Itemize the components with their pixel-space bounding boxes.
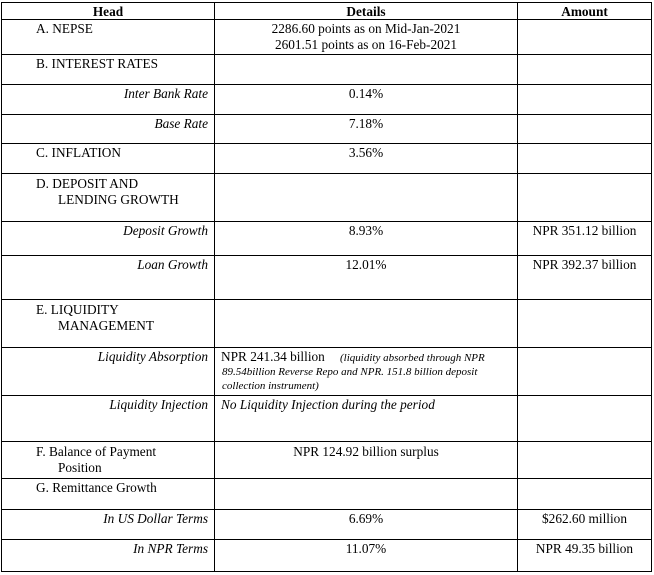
liquidity-absorption-value: NPR 241.34 billion bbox=[221, 349, 325, 364]
bop-label-2: Position bbox=[58, 460, 102, 475]
inflation-value: 3.56% bbox=[348, 145, 384, 160]
remittance-npr-amount: NPR 49.35 billion bbox=[535, 541, 634, 556]
liquidity-absorption-label: Liquidity Absorption bbox=[97, 349, 208, 364]
remittance-npr-value: 11.07% bbox=[345, 541, 387, 556]
header-head: Head bbox=[92, 4, 124, 19]
interbank-rate-value: 0.14% bbox=[348, 86, 384, 101]
loan-growth-label: Loan Growth bbox=[137, 257, 208, 272]
nepse-label: A. NEPSE bbox=[36, 21, 93, 36]
deposit-lending-label-2: LENDING GROWTH bbox=[58, 192, 179, 207]
remittance-usd-amount: $262.60 million bbox=[542, 511, 627, 526]
liquidity-injection-label: Liquidity Injection bbox=[109, 397, 208, 412]
interbank-rate-label: Inter Bank Rate bbox=[123, 86, 208, 101]
base-rate-label: Base Rate bbox=[154, 116, 208, 131]
header-amount: Amount bbox=[561, 4, 608, 19]
interest-rates-label: B. INTEREST RATES bbox=[36, 56, 159, 71]
bop-label-1: F. Balance of Payment bbox=[36, 444, 157, 459]
loan-growth-amount: NPR 392.37 billion bbox=[532, 257, 637, 272]
nepse-value-1: 2286.60 points as on Mid-Jan-2021 bbox=[271, 21, 461, 36]
inflation-label: C. INFLATION bbox=[36, 145, 121, 160]
remittance-label: G. Remittance Growth bbox=[36, 480, 157, 495]
header-details: Details bbox=[346, 4, 386, 19]
deposit-lending-label-1: D. DEPOSIT AND bbox=[36, 176, 139, 191]
base-rate-value: 7.18% bbox=[348, 116, 384, 131]
deposit-growth-amount: NPR 351.12 billion bbox=[532, 223, 637, 238]
nepse-value-2: 2601.51 points as on 16-Feb-2021 bbox=[274, 37, 458, 52]
remittance-usd-value: 6.69% bbox=[348, 511, 384, 526]
remittance-npr-label: In NPR Terms bbox=[133, 541, 208, 556]
deposit-growth-value: 8.93% bbox=[348, 223, 384, 238]
deposit-growth-label: Deposit Growth bbox=[123, 223, 208, 238]
bop-value: NPR 124.92 billion surplus bbox=[293, 444, 439, 459]
liquidity-absorption-note: (liquidity absorbed through NPR 89.54billion Reverse Repo and NPR. 151.8 billion deposit collection instrument) bbox=[222, 352, 485, 392]
liquidity-label-1: E. LIQUIDITY bbox=[36, 302, 119, 317]
remittance-usd-label: In US Dollar Terms bbox=[103, 511, 208, 526]
liquidity-label-2: MANAGEMENT bbox=[58, 318, 155, 333]
loan-growth-value: 12.01% bbox=[345, 257, 387, 272]
liquidity-injection-value: No Liquidity Injection during the period bbox=[221, 397, 435, 412]
